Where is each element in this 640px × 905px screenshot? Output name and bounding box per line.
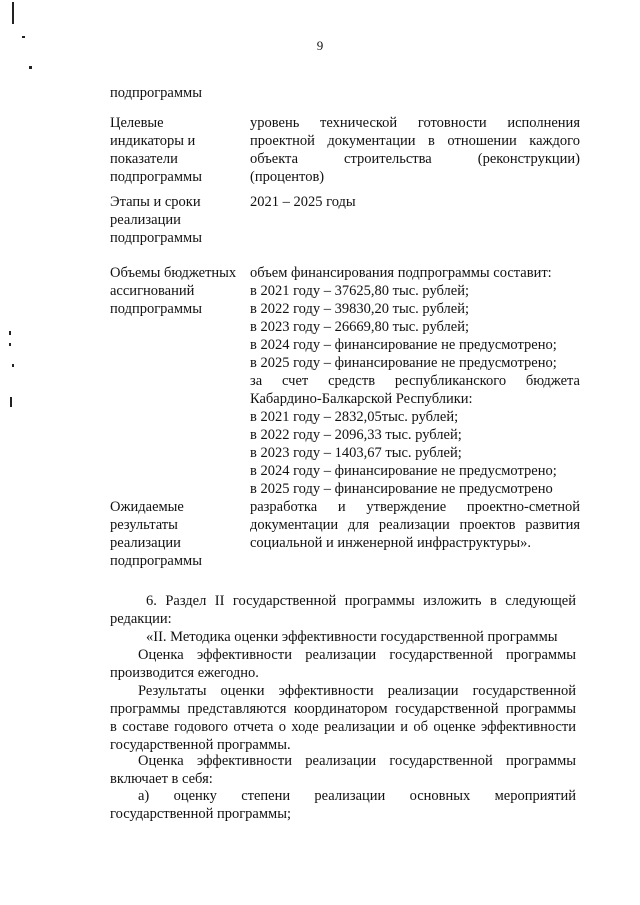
paragraph-line: 6. Раздел II государственной программы изложить в следующей [146,593,576,609]
label-line: Ожидаемые [110,499,184,515]
paragraph-line: Оценка эффективности реализации государственной программы [138,647,576,663]
row-value [250,264,580,498]
paragraph [110,592,576,628]
row-label [110,264,250,318]
paragraph [110,787,576,823]
paragraph-line: государственной программы. [110,737,291,753]
scan-mark [9,343,11,346]
paragraph-line: программы представляются координатором государственной программы [110,701,576,717]
label-line: подпрограммы [110,553,202,569]
table-row [110,193,590,247]
table-row [110,264,590,498]
label-line: подпрограммы [110,230,202,246]
value-line: уровень технической готовности исполнения [250,115,580,131]
value-line: в 2024 году – финансирование не предусмотрено; [250,463,557,479]
row-label [110,114,250,186]
table-continuation: подпрограммы [110,85,202,101]
paragraph-line: производится ежегодно. [110,665,259,681]
paragraph-line: государственной программы; [110,806,291,822]
value-line: в 2024 году – финансирование не предусмотрено; [250,337,557,353]
scan-mark [10,397,12,407]
label-line: реализации [110,212,181,228]
label-line: реализации [110,535,181,551]
value-line: за счет средств республиканского бюджета [250,373,580,389]
value-line: в 2022 году – 39830,20 тыс. рублей; [250,301,470,317]
paragraph-line: в составе годового отчета о ходе реализации и об оценке эффективности [110,719,576,735]
table-row [110,498,590,570]
page-number: 9 [316,38,324,53]
row-label [110,498,250,570]
paragraph-line: Оценка эффективности реализации государственной программы [138,753,576,769]
scan-mark [12,364,14,367]
value-line: 2021 – 2025 годы [250,194,356,210]
paragraph [110,752,576,788]
paragraph [110,682,576,754]
value-line: проектной документации в отношении каждого [250,133,580,149]
value-line: Кабардино-Балкарской Республики: [250,391,473,407]
scan-mark [12,2,14,24]
value-line: (процентов) [250,169,325,185]
row-value [250,498,580,552]
label-line: индикаторы и [110,133,196,149]
value-line: разработка и утверждение проектно-сметной [250,499,580,515]
label-line: показатели [110,151,178,167]
value-line: документации для реализации проектов развития [250,517,580,533]
scan-mark [9,331,11,335]
row-value [250,114,580,186]
label-line: Этапы и сроки [110,194,201,210]
row-label [110,193,250,247]
value-line: объекта строительства (реконструкции) [250,151,580,167]
value-line: в 2021 году – 37625,80 тыс. рублей; [250,283,470,299]
label-line: Объемы бюджетных [110,265,237,281]
paragraph [110,646,576,682]
paragraph-line: Результаты оценки эффективности реализации государственной [138,683,576,699]
label-line: подпрограммы [110,169,202,185]
table-row [110,114,590,186]
label-line: Целевые [110,115,164,131]
row-value [250,193,580,211]
label-line: подпрограммы [110,301,202,317]
label-line: ассигнований [110,283,195,299]
paragraph-line: а) оценку степени реализации основных мероприятий [138,788,576,804]
value-line: в 2022 году – 2096,33 тыс. рублей; [250,427,462,443]
paragraph-line: включает в себя: [110,771,213,787]
value-line: в 2023 году – 26669,80 тыс. рублей; [250,319,470,335]
section-heading: «II. Методика оценки эффективности государственной программы [146,629,558,645]
value-line: в 2021 году – 2832,05тыс. рублей; [250,409,459,425]
value-line: в 2025 году – финансирование не предусмотрено; [250,355,557,371]
value-line: в 2025 году – финансирование не предусмотрено [250,481,553,497]
paragraph-line: редакции: [110,611,172,627]
label-line: результаты [110,517,178,533]
value-line: в 2023 году – 1403,67 тыс. рублей; [250,445,462,461]
scan-mark [29,66,32,69]
value-line: социальной и инженерной инфраструктуры». [250,535,531,551]
value-line: объем финансирования подпрограммы составит: [250,265,552,281]
